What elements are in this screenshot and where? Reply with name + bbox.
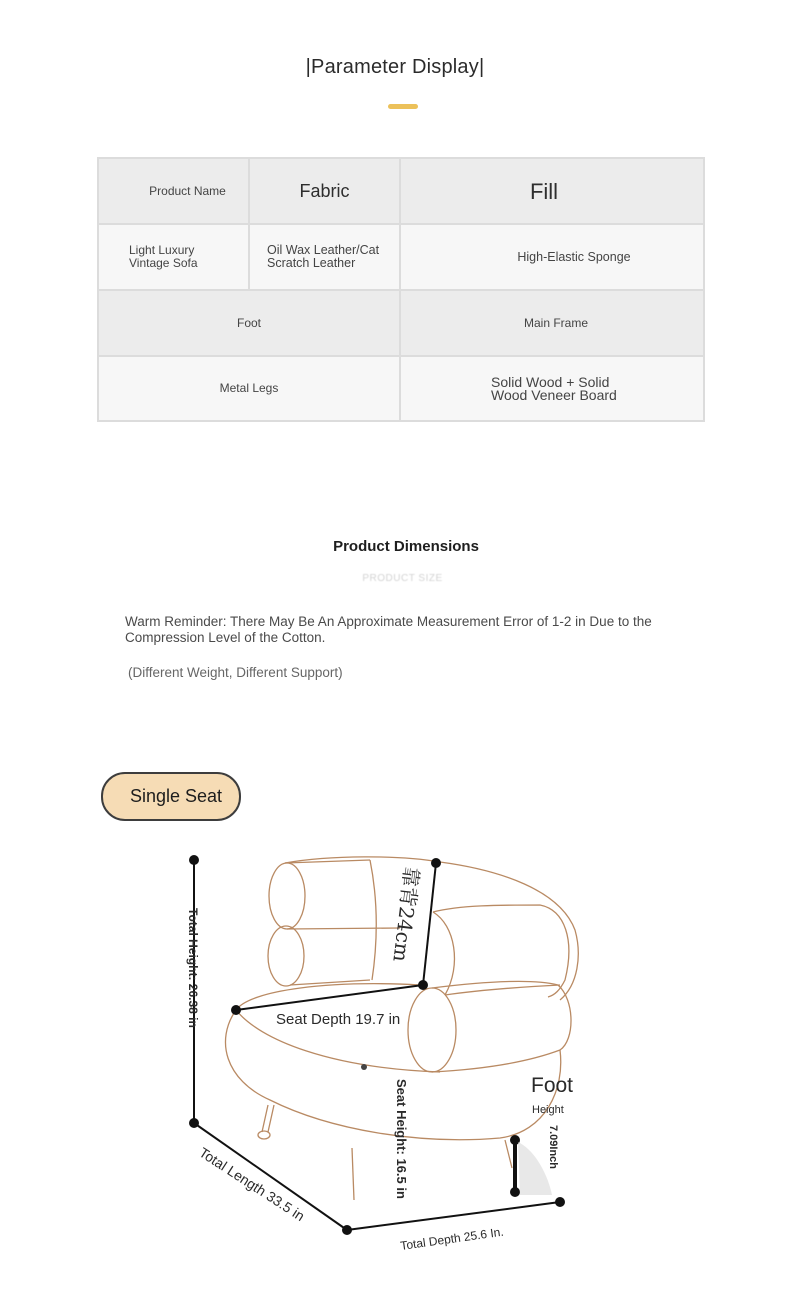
sketch-line <box>370 860 376 980</box>
variant-badge <box>101 772 241 821</box>
foot-shadow <box>518 1142 552 1195</box>
table-cell <box>249 224 400 290</box>
backrest-line <box>423 863 436 985</box>
table-row <box>98 290 704 356</box>
table-cell: High-Elastic Sponge <box>400 224 704 290</box>
variant-label: Single Seat <box>129 786 223 806</box>
table-row <box>98 158 704 224</box>
measure-point <box>431 858 441 868</box>
sketch-line <box>445 985 560 995</box>
sketch-line <box>258 1131 270 1139</box>
sketch-line <box>432 981 571 1072</box>
measure-point <box>418 980 428 990</box>
measure-point <box>510 1187 520 1197</box>
measure-point <box>231 1005 241 1015</box>
total-length-label: Total Length 33.5 in <box>196 1144 308 1225</box>
foot-height-label: 7.09Inch <box>547 1125 559 1170</box>
title-underline <box>388 104 418 109</box>
table-row <box>98 356 704 421</box>
foot-subtitle: Height <box>532 1104 564 1116</box>
sketch-line <box>408 988 456 1072</box>
table-row <box>98 224 704 290</box>
sketch-dot <box>361 1064 367 1070</box>
cell-text: Oil Wax Leather/Cat Scratch Leather <box>267 243 380 270</box>
sketch-line <box>269 863 305 929</box>
table-cell: Metal Legs <box>98 356 400 421</box>
warm-reminder: Warm Reminder: There May Be An Approximate Measurement Error of 1-2 in Due to the Compression Level of the Cotton. <box>125 614 652 645</box>
dimensions-title: Product Dimensions <box>333 538 479 555</box>
seat-depth-line <box>236 985 423 1010</box>
sofa-dimension-drawing <box>0 830 790 1306</box>
support-note: (Different Weight, Different Support) <box>128 665 343 680</box>
table-cell: Foot <box>98 290 400 356</box>
section-title: |Parameter Display| <box>305 56 485 78</box>
backrest-label: 靠背24cm <box>388 865 424 964</box>
sketch-line <box>433 912 454 995</box>
dimensions-subtitle: PRODUCT SIZE <box>362 573 443 584</box>
table-cell: Fill <box>400 158 704 224</box>
cell-text: Light Luxury Vintage Sofa <box>129 243 198 270</box>
seat-depth-label: Seat Depth 19.7 in <box>276 1011 401 1028</box>
cell-text: Solid Wood + Solid Wood Veneer Board <box>491 373 617 403</box>
total-height-label: Total Height: 26.38 in <box>186 908 200 1028</box>
total-depth-label: Total Depth 25.6 In. <box>399 1224 505 1253</box>
measure-point <box>342 1225 352 1235</box>
measure-point <box>189 1118 199 1128</box>
sketch-line <box>268 926 304 986</box>
table-cell: Fabric <box>249 158 400 224</box>
sketch-line <box>352 1148 354 1200</box>
total-length-line <box>194 1123 347 1230</box>
table-cell: Main Frame <box>400 290 704 356</box>
measure-point <box>555 1197 565 1207</box>
table-cell: Product Name <box>98 158 249 224</box>
sketch-line <box>262 1105 274 1132</box>
table-cell <box>98 224 249 290</box>
sketch-line <box>505 1140 512 1168</box>
table-cell <box>400 356 704 421</box>
parameter-table <box>97 157 705 422</box>
measure-point <box>189 855 199 865</box>
total-depth-line <box>347 1202 560 1230</box>
seat-height-label: Seat Height: 16.5 in <box>394 1079 409 1199</box>
sketch-line <box>225 1010 560 1140</box>
foot-title: Foot <box>531 1074 574 1097</box>
